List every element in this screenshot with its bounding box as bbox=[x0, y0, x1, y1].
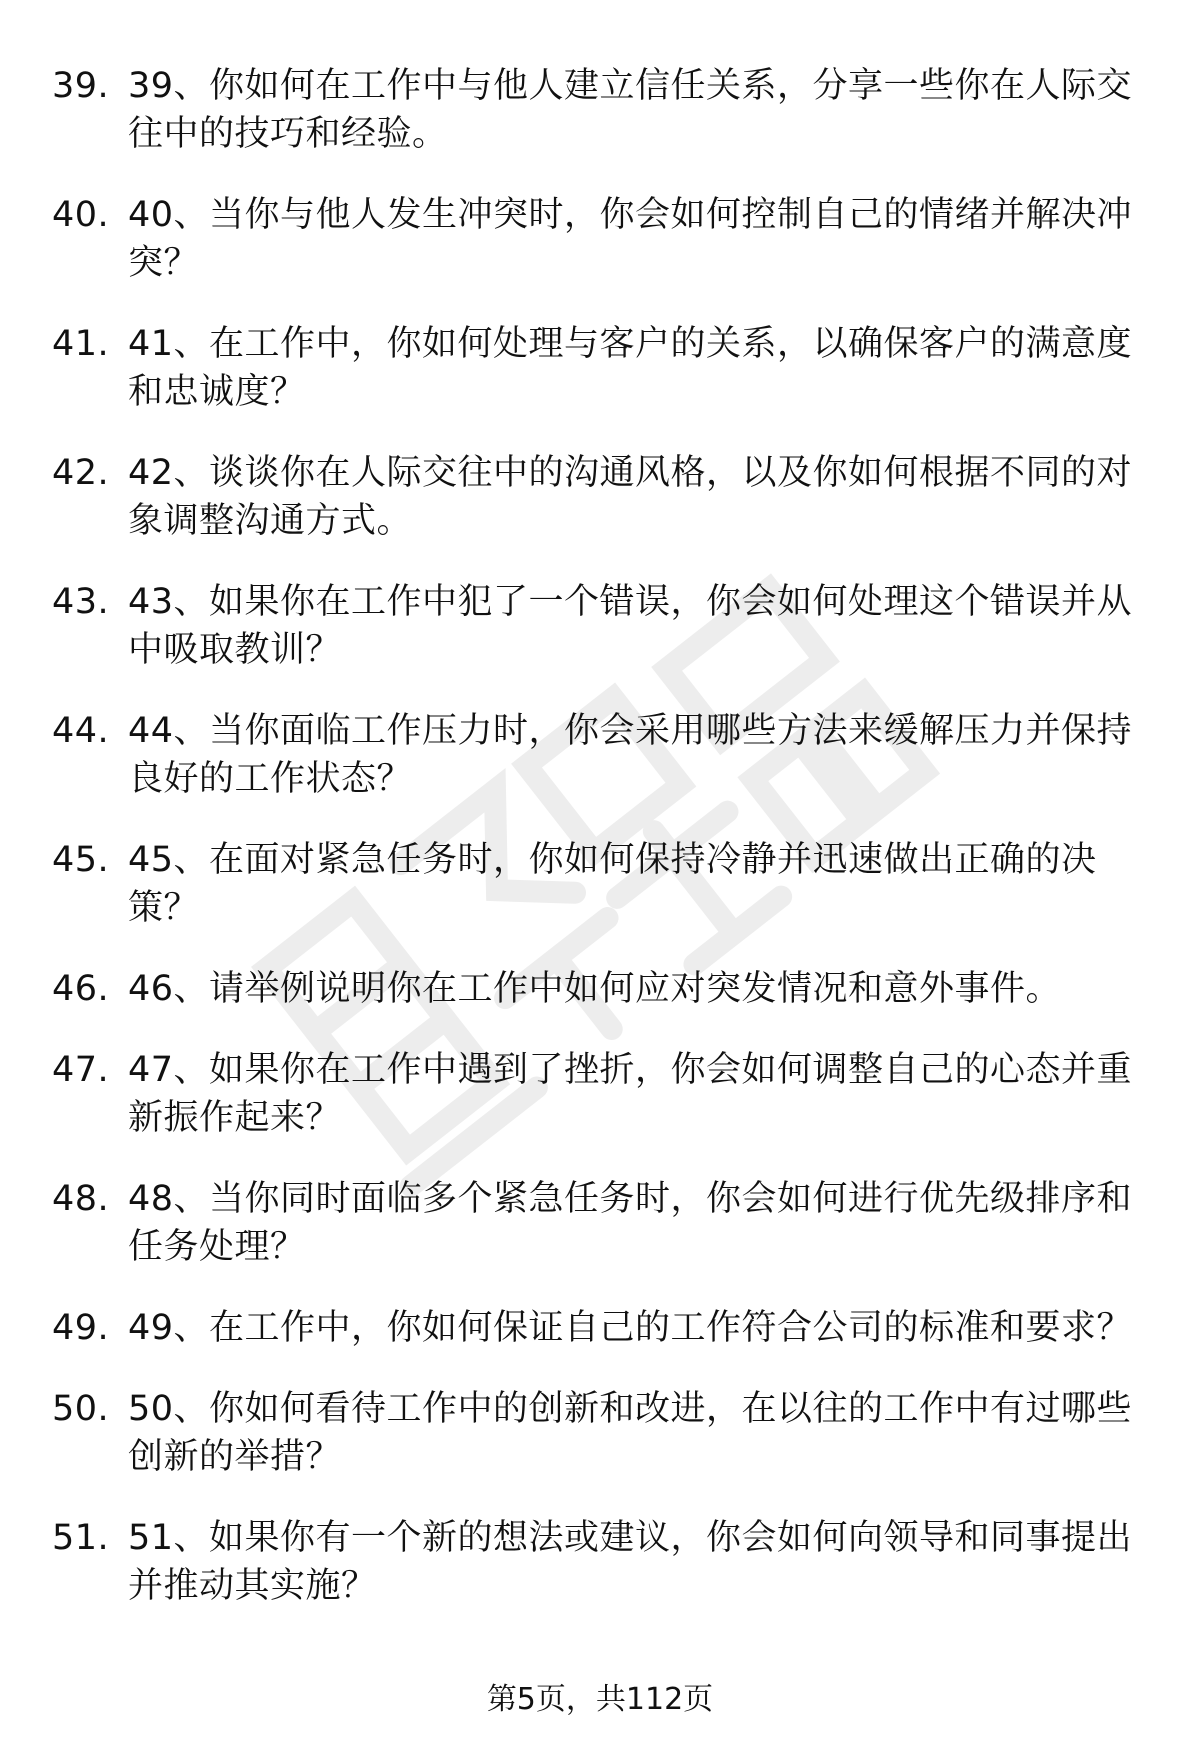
list-item bbox=[52, 965, 1152, 1013]
item-number: 42. bbox=[52, 453, 110, 493]
item-number: 47. bbox=[52, 1050, 110, 1090]
item-text: 43、如果你在工作中犯了一个错误，你会如何处理这个错误并从中吸取教训？ bbox=[128, 582, 1133, 670]
item-text: 49、在工作中，你如何保证自己的工作符合公司的标准和要求？ bbox=[128, 1308, 1133, 1348]
list-item bbox=[52, 1175, 1152, 1271]
list-item bbox=[52, 1514, 1152, 1610]
item-text: 42、谈谈你在人际交往中的沟通风格，以及你如何根据不同的对象调整沟通方式。 bbox=[128, 453, 1133, 541]
list-item bbox=[52, 836, 1152, 932]
item-text: 50、你如何看待工作中的创新和改进，在以往的工作中有过哪些创新的举措？ bbox=[128, 1389, 1133, 1477]
list-item bbox=[52, 62, 1152, 158]
item-number: 48. bbox=[52, 1179, 110, 1219]
item-number: 51. bbox=[52, 1518, 110, 1558]
item-text: 40、当你与他人发生冲突时，你会如何控制自己的情绪并解决冲突？ bbox=[128, 195, 1133, 283]
page-number: 第5页，共112页 bbox=[486, 1682, 714, 1717]
item-number: 40. bbox=[52, 195, 110, 235]
item-text: 48、当你同时面临多个紧急任务时，你会如何进行优先级排序和任务处理？ bbox=[128, 1179, 1133, 1267]
item-text: 51、如果你有一个新的想法或建议，你会如何向领导和同事提出并推动其实施？ bbox=[128, 1518, 1133, 1606]
item-number: 43. bbox=[52, 582, 110, 622]
list-item bbox=[52, 578, 1152, 674]
item-number: 50. bbox=[52, 1389, 110, 1429]
item-number: 49. bbox=[52, 1308, 110, 1348]
item-text: 44、当你面临工作压力时，你会采用哪些方法来缓解压力并保持良好的工作状态？ bbox=[128, 711, 1133, 799]
item-text: 47、如果你在工作中遇到了挫折，你会如何调整自己的心态并重新振作起来？ bbox=[128, 1050, 1133, 1138]
item-text: 45、在面对紧急任务时，你如何保持冷静并迅速做出正确的决策？ bbox=[128, 840, 1097, 928]
list-item bbox=[52, 320, 1152, 416]
item-number: 46. bbox=[52, 969, 110, 1009]
item-number: 45. bbox=[52, 840, 110, 880]
item-text: 39、你如何在工作中与他人建立信任关系，分享一些你在人际交往中的技巧和经验。 bbox=[128, 66, 1133, 154]
list-item bbox=[52, 1046, 1152, 1142]
item-number: 44. bbox=[52, 711, 110, 751]
list-item bbox=[52, 1304, 1152, 1352]
list-item bbox=[52, 707, 1152, 803]
question-list bbox=[52, 62, 1152, 1643]
list-item bbox=[52, 191, 1152, 287]
item-text: 46、请举例说明你在工作中如何应对突发情况和意外事件。 bbox=[128, 969, 1062, 1009]
item-text: 41、在工作中，你如何处理与客户的关系，以确保客户的满意度和忠诚度？ bbox=[128, 324, 1133, 412]
list-item bbox=[52, 449, 1152, 545]
item-number: 41. bbox=[52, 324, 110, 364]
list-item bbox=[52, 1385, 1152, 1481]
item-number: 39. bbox=[52, 66, 110, 106]
